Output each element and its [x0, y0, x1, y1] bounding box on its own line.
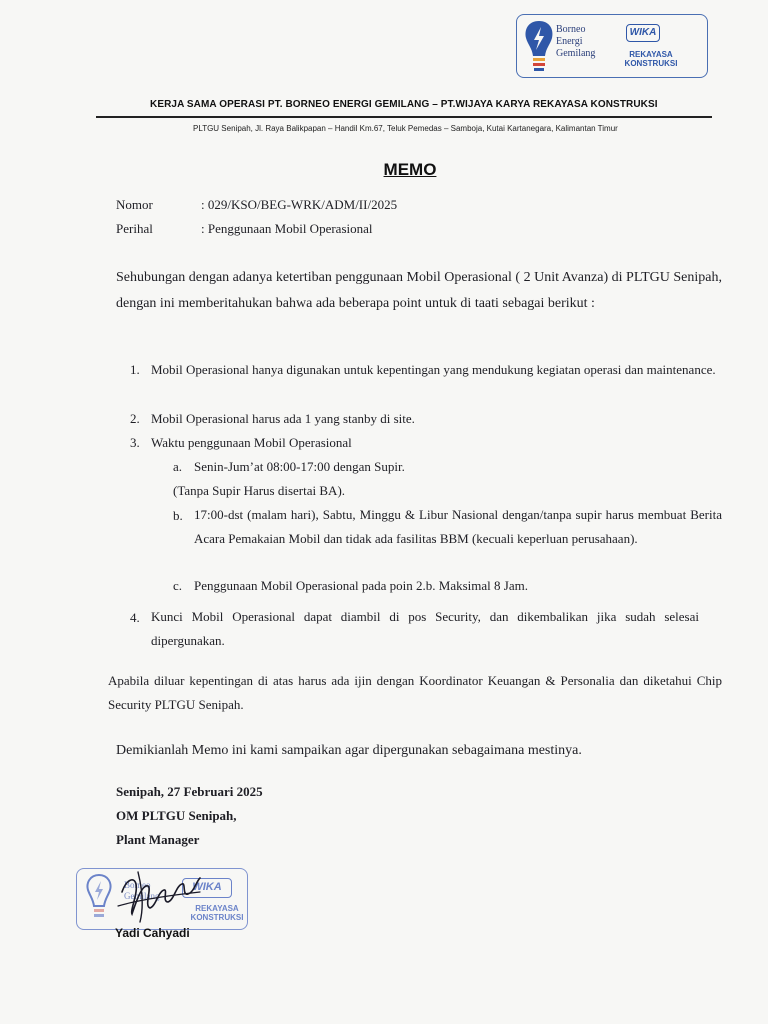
- item-text: Waktu penggunaan Mobil Operasional: [151, 435, 352, 450]
- beg-logo-line: Gemilang: [556, 48, 596, 59]
- beg-logo-line: Borneo: [556, 24, 586, 35]
- signer-name: Yadi Cahyadi: [115, 926, 190, 940]
- intro-paragraph: Sehubungan dengan adanya ketertiban penggunaan Mobil Operasional ( 2 Unit Avanza) di PLTGU Senipah, dengan ini memberitahukan bahwa ada beberapa point untuk di taati sebagai berikut :: [116, 270, 722, 311]
- handwritten-signature: [108, 862, 208, 932]
- wika-sub-line: KONSTRUKSI: [624, 59, 678, 68]
- note-paragraph: Apabila diluar kepentingan di atas harus ada ijin dengan Koordinator Keuangan & Personalia dan diketahui Chip Security PLTGU Senipah.: [108, 673, 722, 712]
- wika-logo-badge: WIKA: [626, 24, 660, 42]
- stamp-wika-badge: WIKA: [182, 878, 232, 898]
- stamp-beg-line: Borneo: [124, 880, 151, 890]
- subitem-note: (Tanpa Supir Harus disertai BA).: [173, 483, 346, 498]
- beg-logo-text: [556, 24, 595, 60]
- subitem-letter: b.: [173, 508, 183, 523]
- subitem-letter: c.: [173, 578, 183, 593]
- stamp-beg-line: Gemilang: [124, 891, 160, 901]
- stamp-sub-line: KONSTRUKSI: [190, 913, 244, 922]
- item-number: 2.: [130, 411, 140, 426]
- item-text: Mobil Operasional harus ada 1 yang stanby di site.: [151, 411, 415, 426]
- item-text: Kunci Mobil Operasional dapat diambil di pos Security, dan dikembalikan jika sudah selesai dipergunakan.: [151, 609, 699, 648]
- perihal-label: Perihal: [116, 221, 153, 236]
- place-date: Senipah, 27 Februari 2025: [116, 784, 263, 799]
- perihal-value: : Penggunaan Mobil Operasional: [201, 221, 373, 236]
- nomor-label: Nomor: [116, 197, 153, 212]
- wika-logo-subtitle: [620, 50, 682, 68]
- subitem-text: 17:00-dst (malam hari), Sabtu, Minggu & Libur Nasional dengan/tanpa supir harus membuat Berita Acara Pemakaian Mobil dan tidak ada fasilitas BBM (kecuali keperluan perusahaan).: [194, 507, 722, 546]
- lightbulb-logo-icon: [522, 18, 556, 74]
- closing-paragraph: Demikianlah Memo ini kami sampaikan agar dipergunakan sebagaimana mestinya.: [116, 743, 582, 758]
- letterhead-title: KERJA SAMA OPERASI PT. BORNEO ENERGI GEMILANG – PT.WIJAYA KARYA REKAYASA KONSTRUKSI: [150, 99, 658, 110]
- nomor-value: : 029/KSO/BEG-WRK/ADM/II/2025: [201, 197, 398, 212]
- item-number: 1.: [130, 362, 140, 377]
- subitem-text: Penggunaan Mobil Operasional pada poin 2.b. Maksimal 8 Jam.: [194, 578, 528, 593]
- letterhead-divider: [96, 116, 712, 118]
- subitem-text: Senin-Jum’at 08:00-17:00 dengan Supir.: [194, 459, 405, 474]
- memo-title: MEMO: [383, 160, 437, 179]
- stamp-sub-line: REKAYASA: [195, 904, 239, 913]
- item-number: 4.: [130, 610, 140, 625]
- signer-role: Plant Manager: [116, 832, 200, 847]
- beg-logo-line: Energi: [556, 36, 583, 47]
- signer-organization: OM PLTGU Senipah,: [116, 808, 237, 823]
- letterhead-address: PLTGU Senipah, Jl. Raya Balikpapan – Handil Km.67, Teluk Pemedas – Samboja, Kutai Kartanegara, Kalimantan Timur: [193, 124, 618, 133]
- item-text: Mobil Operasional hanya digunakan untuk kepentingan yang mendukung kegiatan operasi dan maintenance.: [151, 362, 716, 377]
- item-number: 3.: [130, 435, 140, 450]
- subitem-letter: a.: [173, 459, 183, 474]
- wika-sub-line: REKAYASA: [629, 50, 673, 59]
